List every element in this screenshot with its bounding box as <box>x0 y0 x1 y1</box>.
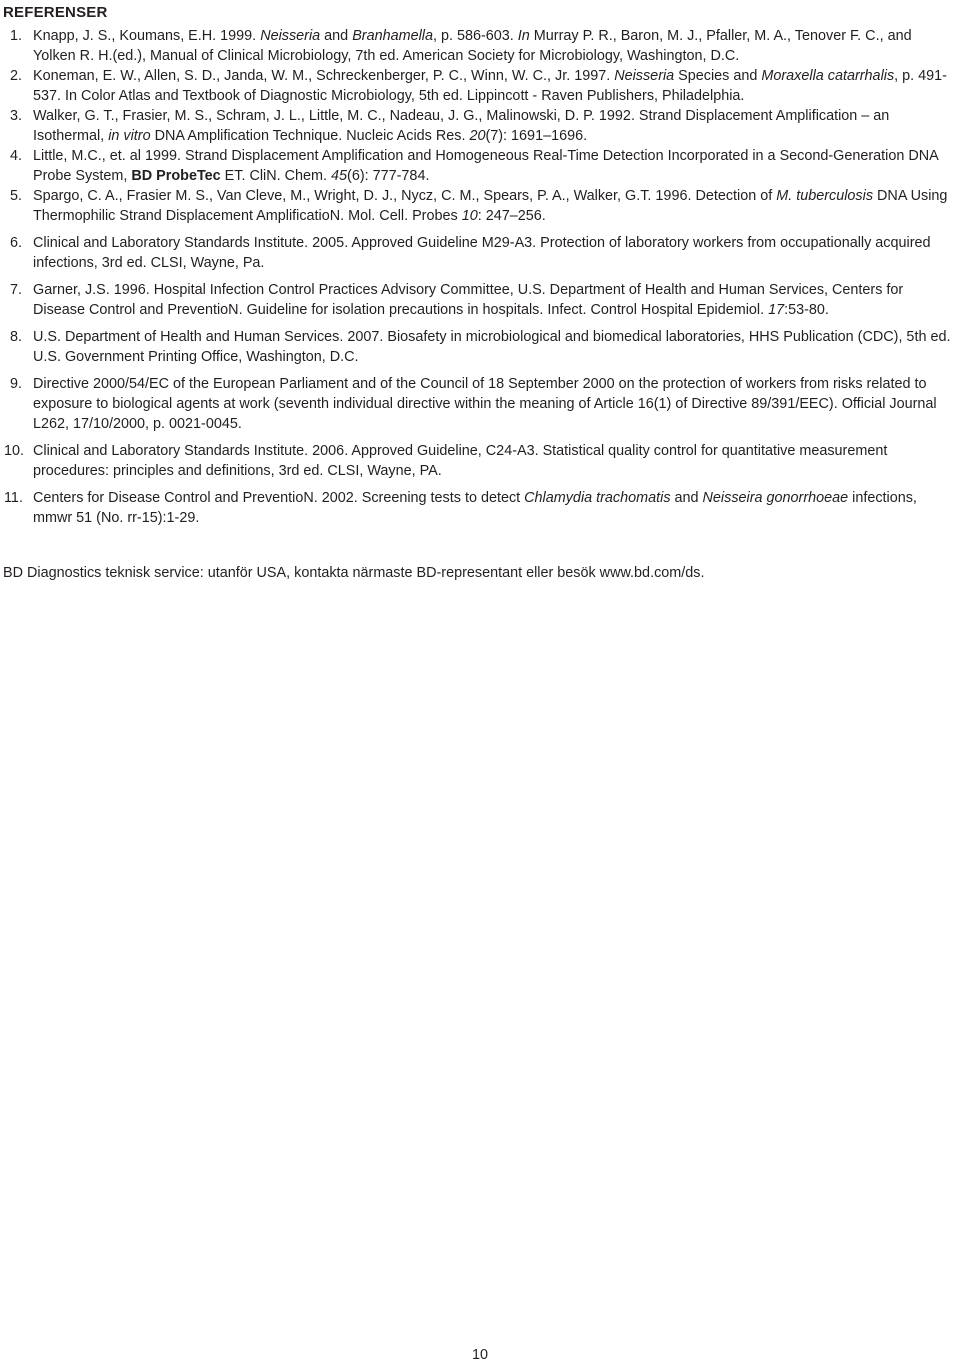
reference-segment: Neisseira gonorrhoeae <box>702 490 849 506</box>
reference-item <box>10 66 956 106</box>
reference-text <box>33 374 956 434</box>
reference-number: 7. <box>10 282 23 298</box>
reference-segment: Neisseria <box>614 68 675 84</box>
reference-list <box>4 26 956 528</box>
reference-item <box>10 106 956 146</box>
reference-segment: Branhamella <box>352 28 433 44</box>
reference-segment: Knapp, J. S., Koumans, E.H. 1999. <box>33 28 261 44</box>
reference-item <box>10 327 956 367</box>
reference-segment: DNA Using Thermophilic Strand Displacement AmplificatioN. Mol. Cell. Probes <box>33 188 948 224</box>
reference-item <box>10 186 956 226</box>
service-note: BD Diagnostics teknisk service: utanför USA, kontakta närmaste BD-representant eller besök www.bd.com/ds. <box>3 565 705 581</box>
reference-segment: Spargo, C. A., Frasier M. S., Van Cleve, M., Wright, D. J., Nycz, C. M., Spears, P. A., Walker, G.T. 1996. Detection of <box>33 188 777 204</box>
reference-item <box>10 26 956 66</box>
reference-text <box>33 66 956 106</box>
reference-text <box>33 146 956 186</box>
reference-segment: infections, mmwr 51 (No. rr-15):1-29. <box>33 490 917 526</box>
reference-number: 9. <box>10 376 23 392</box>
reference-number: 1. <box>10 28 23 44</box>
reference-segment: Garner, J.S. 1996. Hospital Infection Control Practices Advisory Committee, U.S. Department of Health and Human Services, Centers for Disease Control and PreventioN. Guideline for isolation precautions in hospitals. Infect. Control Hospital Epidemiol. <box>33 282 904 318</box>
reference-number: 10. <box>4 443 25 459</box>
reference-segment: and <box>320 28 353 44</box>
reference-segment: in vitro <box>108 128 151 144</box>
reference-segment: Neisseria <box>260 28 321 44</box>
reference-item <box>10 146 956 186</box>
reference-segment: 20 <box>469 128 486 144</box>
reference-segment: and <box>670 490 703 506</box>
reference-number: 3. <box>10 108 23 124</box>
references-heading: REFERENSER <box>3 4 108 21</box>
reference-segment: Species and <box>674 68 762 84</box>
reference-text <box>33 441 956 481</box>
reference-segment: (6): 777-784. <box>347 168 430 184</box>
reference-segment: U.S. Department of Health and Human Services. 2007. Biosafety in microbiological and biomedical laboratories, HHS Publication (CDC), 5th ed. U.S. Government Printing Office, Washington, D.C. <box>33 329 951 365</box>
reference-segment: 10 <box>461 208 478 224</box>
reference-segment: : 247–256. <box>477 208 546 224</box>
reference-segment: Clinical and Laboratory Standards Institute. 2006. Approved Guideline, C24-A3. Statistical quality control for quantitative measurement procedures: principles and definitions, 3rd ed. CLSI, Wayne, PA. <box>33 443 888 479</box>
reference-number: 5. <box>10 188 23 204</box>
reference-segment: 45 <box>331 168 348 184</box>
reference-text <box>33 186 956 226</box>
reference-segment: In <box>517 28 530 44</box>
reference-number: 8. <box>10 329 23 345</box>
reference-text <box>33 280 956 320</box>
reference-text <box>33 26 956 66</box>
page-number: 10 <box>471 1347 488 1363</box>
reference-segment: Clinical and Laboratory Standards Institute. 2005. Approved Guideline M29-A3. Protection of laboratory workers from occupationally acquired infections, 3rd ed. CLSI, Wayne, Pa. <box>33 235 931 271</box>
reference-segment: (7): 1691–1696. <box>485 128 588 144</box>
reference-item <box>4 488 956 528</box>
reference-segment: Moraxella catarrhalis <box>761 68 895 84</box>
reference-number: 6. <box>10 235 23 251</box>
reference-segment: Directive 2000/54/EC of the European Parliament and of the Council of 18 September 2000 on the protection of workers from risks related to exposure to biological agents at work (seventh individual directive within the meaning of Article 16(1) of Directive 89/391/EEC). Official Journal L262, 17/10/2000, p. 0021-0045. <box>33 376 937 432</box>
reference-item <box>10 374 956 434</box>
reference-text <box>33 488 956 528</box>
reference-segment: BD ProbeTec <box>131 168 221 184</box>
reference-segment: , p. 586-603. <box>432 28 518 44</box>
reference-item <box>10 280 956 320</box>
reference-item <box>10 233 956 273</box>
reference-item <box>4 441 956 481</box>
reference-segment: Walker, G. T., Frasier, M. S., Schram, J. L., Little, M. C., Nadeau, J. G., Malinowski, D. P. 1992. Strand Displacement Amplification – an Isothermal, <box>33 108 890 144</box>
reference-segment: M. tuberculosis <box>776 188 874 204</box>
reference-text <box>33 106 956 146</box>
reference-text <box>33 233 956 273</box>
reference-segment: , p. 491-537. In Color Atlas and Textbook of Diagnostic Microbiology, 5th ed. Lippincott - Raven Publishers, Philadelphia. <box>33 68 947 104</box>
reference-segment: :53-80. <box>784 302 829 318</box>
reference-segment: Centers for Disease Control and PreventioN. 2002. Screening tests to detect <box>33 490 525 506</box>
reference-segment: Little, M.C., et. al 1999. Strand Displacement Amplification and Homogeneous Real-Time Detection Incorporated in a Second-Generation DNA Probe System, <box>33 148 938 184</box>
reference-segment: ET. CliN. Chem. <box>220 168 332 184</box>
reference-segment: 17 <box>768 302 785 318</box>
reference-text <box>33 327 956 367</box>
reference-segment: Chlamydia trachomatis <box>524 490 671 506</box>
reference-number: 4. <box>10 148 23 164</box>
reference-segment: DNA Amplification Technique. Nucleic Acids Res. <box>150 128 470 144</box>
reference-segment: Murray P. R., Baron, M. J., Pfaller, M. A., Tenover F. C., and Yolken R. H.(ed.), Manual of Clinical Microbiology, 7th ed. American Society for Microbiology, Washington, D.C. <box>33 28 912 64</box>
reference-segment: Koneman, E. W., Allen, S. D., Janda, W. M., Schreckenberger, P. C., Winn, W. C., Jr. 1997. <box>33 68 615 84</box>
reference-number: 2. <box>10 68 23 84</box>
reference-number: 11. <box>4 490 23 506</box>
